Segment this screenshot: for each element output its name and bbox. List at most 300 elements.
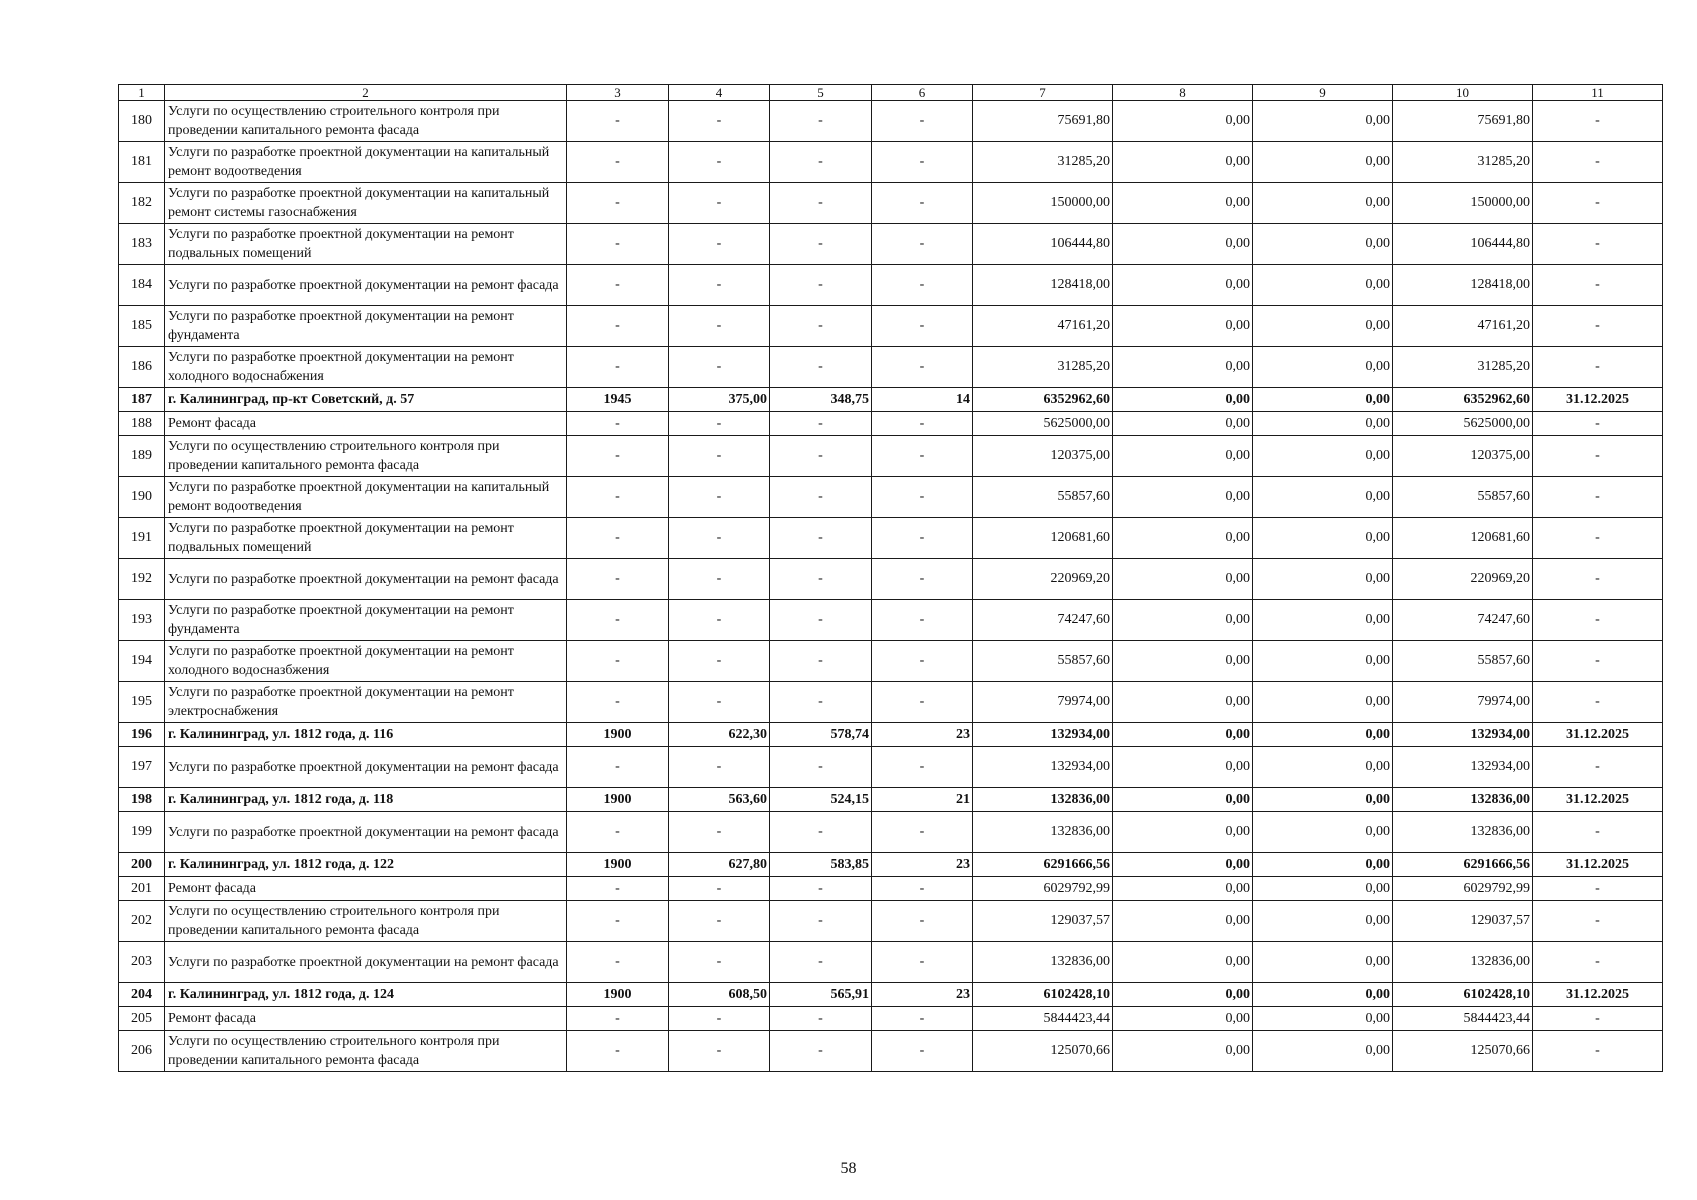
amount-cell: 55857,60 xyxy=(1393,641,1533,682)
description-cell: г. Калининград, ул. 1812 года, д. 118 xyxy=(165,788,567,812)
description-cell: Услуги по разработке проектной документации на капитальный ремонт системы газоснабжения xyxy=(165,183,567,224)
amount-cell: 132934,00 xyxy=(973,723,1113,747)
completion-date-cell: - xyxy=(1533,306,1663,347)
amount-cell: 132836,00 xyxy=(1393,788,1533,812)
completion-date-cell: 31.12.2025 xyxy=(1533,853,1663,877)
amount-cell: 0,00 xyxy=(1113,347,1253,388)
table-row xyxy=(119,412,1663,436)
amount-cell: 0,00 xyxy=(1253,812,1393,853)
amount-cell: 0,00 xyxy=(1113,1007,1253,1031)
amount-cell: 0,00 xyxy=(1253,747,1393,788)
completion-date-cell: - xyxy=(1533,101,1663,142)
column-header: 8 xyxy=(1113,85,1253,101)
table-row xyxy=(119,747,1663,788)
building-param-cell: 1900 xyxy=(567,983,669,1007)
table-row xyxy=(119,901,1663,942)
building-param-cell: 21 xyxy=(872,788,973,812)
amount-cell: 5844423,44 xyxy=(973,1007,1113,1031)
row-number-cell: 204 xyxy=(119,983,165,1007)
row-number-cell: 184 xyxy=(119,265,165,306)
building-param-cell: - xyxy=(770,224,872,265)
building-param-cell: - xyxy=(770,600,872,641)
amount-cell: 129037,57 xyxy=(973,901,1113,942)
column-header: 3 xyxy=(567,85,669,101)
row-number-cell: 180 xyxy=(119,101,165,142)
column-header: 9 xyxy=(1253,85,1393,101)
building-param-cell: - xyxy=(770,412,872,436)
amount-cell: 0,00 xyxy=(1253,682,1393,723)
amount-cell: 6291666,56 xyxy=(973,853,1113,877)
table-row xyxy=(119,1007,1663,1031)
amount-cell: 125070,66 xyxy=(1393,1031,1533,1072)
row-number-cell: 189 xyxy=(119,436,165,477)
description-cell: Услуги по разработке проектной документации на ремонт электроснабжения xyxy=(165,682,567,723)
amount-cell: 0,00 xyxy=(1253,641,1393,682)
table-row-address xyxy=(119,388,1663,412)
column-header: 6 xyxy=(872,85,973,101)
building-param-cell: 348,75 xyxy=(770,388,872,412)
building-param-cell: - xyxy=(567,412,669,436)
amount-cell: 0,00 xyxy=(1113,942,1253,983)
amount-cell: 0,00 xyxy=(1253,788,1393,812)
amount-cell: 0,00 xyxy=(1113,1031,1253,1072)
building-param-cell: - xyxy=(770,812,872,853)
row-number-cell: 181 xyxy=(119,142,165,183)
table-row xyxy=(119,682,1663,723)
building-param-cell: 578,74 xyxy=(770,723,872,747)
building-param-cell: - xyxy=(872,518,973,559)
description-cell: Услуги по разработке проектной документации на ремонт фасада xyxy=(165,812,567,853)
amount-cell: 106444,80 xyxy=(1393,224,1533,265)
table-row xyxy=(119,518,1663,559)
building-param-cell: - xyxy=(770,101,872,142)
building-param-cell: - xyxy=(872,412,973,436)
completion-date-cell: - xyxy=(1533,347,1663,388)
amount-cell: 120681,60 xyxy=(1393,518,1533,559)
amount-cell: 31285,20 xyxy=(1393,142,1533,183)
building-param-cell: - xyxy=(567,641,669,682)
building-param-cell: - xyxy=(770,682,872,723)
description-cell: Услуги по разработке проектной документации на капитальный ремонт водоотведения xyxy=(165,142,567,183)
building-param-cell: - xyxy=(567,747,669,788)
amount-cell: 0,00 xyxy=(1113,101,1253,142)
building-param-cell: - xyxy=(669,142,770,183)
amount-cell: 0,00 xyxy=(1113,682,1253,723)
column-header: 4 xyxy=(669,85,770,101)
table-row xyxy=(119,347,1663,388)
building-param-cell: - xyxy=(669,224,770,265)
amount-cell: 5625000,00 xyxy=(1393,412,1533,436)
table-row xyxy=(119,101,1663,142)
building-param-cell: - xyxy=(669,101,770,142)
amount-cell: 0,00 xyxy=(1113,477,1253,518)
building-param-cell: 1900 xyxy=(567,788,669,812)
amount-cell: 0,00 xyxy=(1113,306,1253,347)
amount-cell: 0,00 xyxy=(1113,812,1253,853)
building-param-cell: - xyxy=(770,877,872,901)
description-cell: Услуги по разработке проектной документации на ремонт фундамента xyxy=(165,600,567,641)
completion-date-cell: - xyxy=(1533,682,1663,723)
amount-cell: 220969,20 xyxy=(1393,559,1533,600)
table-row xyxy=(119,600,1663,641)
building-param-cell: - xyxy=(872,436,973,477)
amount-cell: 6102428,10 xyxy=(973,983,1113,1007)
amount-cell: 0,00 xyxy=(1253,388,1393,412)
completion-date-cell: - xyxy=(1533,600,1663,641)
amount-cell: 150000,00 xyxy=(973,183,1113,224)
amount-cell: 31285,20 xyxy=(1393,347,1533,388)
completion-date-cell: - xyxy=(1533,641,1663,682)
building-param-cell: - xyxy=(567,183,669,224)
building-param-cell: - xyxy=(872,183,973,224)
description-cell: Услуги по разработке проектной документации на ремонт фундамента xyxy=(165,306,567,347)
amount-cell: 0,00 xyxy=(1113,412,1253,436)
row-number-cell: 192 xyxy=(119,559,165,600)
completion-date-cell: 31.12.2025 xyxy=(1533,388,1663,412)
building-param-cell: 524,15 xyxy=(770,788,872,812)
amount-cell: 0,00 xyxy=(1253,600,1393,641)
building-param-cell: - xyxy=(567,101,669,142)
building-param-cell: 1900 xyxy=(567,723,669,747)
description-cell: г. Калининград, пр-кт Советский, д. 57 xyxy=(165,388,567,412)
table-row xyxy=(119,559,1663,600)
completion-date-cell: - xyxy=(1533,812,1663,853)
amount-cell: 0,00 xyxy=(1113,600,1253,641)
building-param-cell: - xyxy=(567,224,669,265)
completion-date-cell: - xyxy=(1533,747,1663,788)
description-cell: Ремонт фасада xyxy=(165,877,567,901)
building-param-cell: - xyxy=(669,812,770,853)
description-cell: Услуги по разработке проектной документации на ремонт холодного водосназбжения xyxy=(165,641,567,682)
building-param-cell: - xyxy=(669,559,770,600)
building-param-cell: - xyxy=(567,142,669,183)
completion-date-cell: - xyxy=(1533,1031,1663,1072)
amount-cell: 0,00 xyxy=(1253,877,1393,901)
building-param-cell: - xyxy=(770,942,872,983)
building-param-cell: - xyxy=(770,1007,872,1031)
amount-cell: 0,00 xyxy=(1113,747,1253,788)
amount-cell: 0,00 xyxy=(1113,853,1253,877)
amount-cell: 31285,20 xyxy=(973,142,1113,183)
table-row-address xyxy=(119,853,1663,877)
building-param-cell: - xyxy=(770,265,872,306)
building-param-cell: - xyxy=(567,559,669,600)
building-param-cell: - xyxy=(567,347,669,388)
building-param-cell: - xyxy=(567,518,669,559)
amount-cell: 0,00 xyxy=(1113,388,1253,412)
amount-cell: 120375,00 xyxy=(1393,436,1533,477)
building-param-cell: - xyxy=(872,747,973,788)
table-row xyxy=(119,142,1663,183)
amount-cell: 0,00 xyxy=(1253,1031,1393,1072)
amount-cell: 0,00 xyxy=(1253,983,1393,1007)
amount-cell: 0,00 xyxy=(1113,183,1253,224)
building-param-cell: - xyxy=(872,901,973,942)
amount-cell: 0,00 xyxy=(1113,901,1253,942)
description-cell: Услуги по разработке проектной документации на ремонт фасада xyxy=(165,265,567,306)
building-param-cell: - xyxy=(567,265,669,306)
description-cell: Ремонт фасада xyxy=(165,1007,567,1031)
building-param-cell: - xyxy=(872,942,973,983)
building-param-cell: - xyxy=(770,183,872,224)
row-number-cell: 203 xyxy=(119,942,165,983)
amount-cell: 0,00 xyxy=(1113,877,1253,901)
row-number-cell: 201 xyxy=(119,877,165,901)
amount-cell: 128418,00 xyxy=(1393,265,1533,306)
amount-cell: 120681,60 xyxy=(973,518,1113,559)
amount-cell: 0,00 xyxy=(1253,412,1393,436)
row-number-cell: 185 xyxy=(119,306,165,347)
amount-cell: 0,00 xyxy=(1113,983,1253,1007)
amount-cell: 55857,60 xyxy=(973,477,1113,518)
description-cell: г. Калининград, ул. 1812 года, д. 116 xyxy=(165,723,567,747)
table-row xyxy=(119,224,1663,265)
table-row-address xyxy=(119,788,1663,812)
page-number: 58 xyxy=(840,1160,857,1177)
row-number-cell: 197 xyxy=(119,747,165,788)
description-cell: Услуги по разработке проектной документации на ремонт фасада xyxy=(165,747,567,788)
column-header: 1 xyxy=(119,85,165,101)
column-number-row xyxy=(119,85,1663,101)
building-param-cell: 1945 xyxy=(567,388,669,412)
building-param-cell: - xyxy=(872,224,973,265)
building-param-cell: 627,80 xyxy=(669,853,770,877)
amount-cell: 0,00 xyxy=(1253,477,1393,518)
completion-date-cell: 31.12.2025 xyxy=(1533,983,1663,1007)
amount-cell: 0,00 xyxy=(1113,224,1253,265)
building-param-cell: - xyxy=(669,436,770,477)
row-number-cell: 200 xyxy=(119,853,165,877)
building-param-cell: - xyxy=(669,412,770,436)
amount-cell: 0,00 xyxy=(1253,142,1393,183)
amount-cell: 106444,80 xyxy=(973,224,1113,265)
building-param-cell: - xyxy=(872,641,973,682)
building-param-cell: - xyxy=(669,306,770,347)
building-param-cell: - xyxy=(669,265,770,306)
building-param-cell: 23 xyxy=(872,723,973,747)
row-number-cell: 191 xyxy=(119,518,165,559)
column-header: 11 xyxy=(1533,85,1663,101)
building-param-cell: - xyxy=(872,306,973,347)
amount-cell: 6352962,60 xyxy=(973,388,1113,412)
row-number-cell: 190 xyxy=(119,477,165,518)
amount-cell: 132934,00 xyxy=(1393,723,1533,747)
building-param-cell: 565,91 xyxy=(770,983,872,1007)
building-param-cell: - xyxy=(567,306,669,347)
row-number-cell: 205 xyxy=(119,1007,165,1031)
document-sheet xyxy=(118,84,1662,1072)
amount-cell: 0,00 xyxy=(1113,723,1253,747)
amount-cell: 132934,00 xyxy=(1393,747,1533,788)
row-number-cell: 183 xyxy=(119,224,165,265)
column-header: 7 xyxy=(973,85,1113,101)
description-cell: Услуги по разработке проектной документации на ремонт холодного водоснабжения xyxy=(165,347,567,388)
building-param-cell: - xyxy=(669,183,770,224)
table-row xyxy=(119,436,1663,477)
amount-cell: 0,00 xyxy=(1253,436,1393,477)
amount-cell: 0,00 xyxy=(1253,1007,1393,1031)
description-cell: Услуги по разработке проектной документации на капитальный ремонт водоотведения xyxy=(165,477,567,518)
amount-cell: 0,00 xyxy=(1113,559,1253,600)
amount-cell: 0,00 xyxy=(1113,788,1253,812)
amount-cell: 5844423,44 xyxy=(1393,1007,1533,1031)
amount-cell: 6029792,99 xyxy=(1393,877,1533,901)
description-cell: Услуги по разработке проектной документации на ремонт подвальных помещений xyxy=(165,518,567,559)
amount-cell: 31285,20 xyxy=(973,347,1113,388)
amount-cell: 0,00 xyxy=(1253,518,1393,559)
completion-date-cell: - xyxy=(1533,224,1663,265)
building-param-cell: - xyxy=(872,812,973,853)
building-param-cell: - xyxy=(770,347,872,388)
amount-cell: 0,00 xyxy=(1113,518,1253,559)
table-row xyxy=(119,942,1663,983)
building-param-cell: - xyxy=(872,877,973,901)
completion-date-cell: - xyxy=(1533,142,1663,183)
amount-cell: 0,00 xyxy=(1113,265,1253,306)
description-cell: Услуги по разработке проектной документации на ремонт фасада xyxy=(165,559,567,600)
building-param-cell: - xyxy=(770,641,872,682)
amount-cell: 0,00 xyxy=(1253,853,1393,877)
completion-date-cell: - xyxy=(1533,942,1663,983)
amount-cell: 55857,60 xyxy=(1393,477,1533,518)
building-param-cell: - xyxy=(567,942,669,983)
amount-cell: 129037,57 xyxy=(1393,901,1533,942)
building-param-cell: - xyxy=(770,559,872,600)
amount-cell: 0,00 xyxy=(1113,641,1253,682)
building-param-cell: - xyxy=(567,1031,669,1072)
column-header: 10 xyxy=(1393,85,1533,101)
amount-cell: 6352962,60 xyxy=(1393,388,1533,412)
description-cell: Услуги по осуществлению строительного контроля при проведении капитального ремонта фасада xyxy=(165,436,567,477)
building-param-cell: - xyxy=(770,1031,872,1072)
completion-date-cell: - xyxy=(1533,518,1663,559)
building-param-cell: - xyxy=(872,101,973,142)
amount-cell: 74247,60 xyxy=(1393,600,1533,641)
building-param-cell: 1900 xyxy=(567,853,669,877)
completion-date-cell: - xyxy=(1533,1007,1663,1031)
building-param-cell: - xyxy=(567,477,669,518)
building-param-cell: - xyxy=(669,901,770,942)
amount-cell: 55857,60 xyxy=(973,641,1113,682)
row-number-cell: 188 xyxy=(119,412,165,436)
building-param-cell: - xyxy=(770,518,872,559)
row-number-cell: 194 xyxy=(119,641,165,682)
building-param-cell: - xyxy=(872,477,973,518)
amount-cell: 0,00 xyxy=(1253,723,1393,747)
building-param-cell: - xyxy=(567,812,669,853)
completion-date-cell: - xyxy=(1533,559,1663,600)
row-number-cell: 186 xyxy=(119,347,165,388)
building-param-cell: - xyxy=(872,1007,973,1031)
building-param-cell: - xyxy=(872,682,973,723)
completion-date-cell: - xyxy=(1533,183,1663,224)
description-cell: Услуги по разработке проектной документации на ремонт фасада xyxy=(165,942,567,983)
building-param-cell: 583,85 xyxy=(770,853,872,877)
building-param-cell: 23 xyxy=(872,853,973,877)
building-param-cell: - xyxy=(770,477,872,518)
description-cell: г. Калининград, ул. 1812 года, д. 124 xyxy=(165,983,567,1007)
building-param-cell: - xyxy=(567,901,669,942)
amount-cell: 132836,00 xyxy=(973,812,1113,853)
row-number-cell: 202 xyxy=(119,901,165,942)
amount-cell: 6029792,99 xyxy=(973,877,1113,901)
amount-cell: 5625000,00 xyxy=(973,412,1113,436)
building-param-cell: - xyxy=(567,682,669,723)
building-param-cell: 622,30 xyxy=(669,723,770,747)
building-param-cell: 14 xyxy=(872,388,973,412)
row-number-cell: 182 xyxy=(119,183,165,224)
table-row xyxy=(119,265,1663,306)
completion-date-cell: - xyxy=(1533,901,1663,942)
description-cell: Услуги по осуществлению строительного контроля при проведении капитального ремонта фасада xyxy=(165,101,567,142)
table-row-address xyxy=(119,723,1663,747)
building-param-cell: - xyxy=(669,1031,770,1072)
row-number-cell: 206 xyxy=(119,1031,165,1072)
completion-date-cell: - xyxy=(1533,436,1663,477)
amount-cell: 0,00 xyxy=(1253,101,1393,142)
building-param-cell: 375,00 xyxy=(669,388,770,412)
building-param-cell: - xyxy=(872,142,973,183)
building-param-cell: - xyxy=(669,347,770,388)
building-param-cell: - xyxy=(669,942,770,983)
amount-cell: 125070,66 xyxy=(973,1031,1113,1072)
building-param-cell: - xyxy=(872,559,973,600)
building-param-cell: - xyxy=(567,877,669,901)
completion-date-cell: - xyxy=(1533,877,1663,901)
amount-cell: 132836,00 xyxy=(973,942,1113,983)
description-cell: г. Калининград, ул. 1812 года, д. 122 xyxy=(165,853,567,877)
completion-date-cell: - xyxy=(1533,477,1663,518)
table-row xyxy=(119,877,1663,901)
building-param-cell: - xyxy=(669,747,770,788)
amount-cell: 0,00 xyxy=(1253,559,1393,600)
row-number-cell: 199 xyxy=(119,812,165,853)
amount-cell: 132836,00 xyxy=(1393,942,1533,983)
amount-cell: 128418,00 xyxy=(973,265,1113,306)
amount-cell: 47161,20 xyxy=(973,306,1113,347)
amount-cell: 220969,20 xyxy=(973,559,1113,600)
completion-date-cell: 31.12.2025 xyxy=(1533,723,1663,747)
amount-cell: 132836,00 xyxy=(973,788,1113,812)
amount-cell: 0,00 xyxy=(1253,224,1393,265)
amount-cell: 47161,20 xyxy=(1393,306,1533,347)
building-param-cell: - xyxy=(770,142,872,183)
amount-cell: 6102428,10 xyxy=(1393,983,1533,1007)
table-row xyxy=(119,641,1663,682)
table-row-address xyxy=(119,983,1663,1007)
amount-cell: 0,00 xyxy=(1253,265,1393,306)
amount-cell: 132934,00 xyxy=(973,747,1113,788)
description-cell: Услуги по осуществлению строительного контроля при проведении капитального ремонта фасада xyxy=(165,1031,567,1072)
building-param-cell: 23 xyxy=(872,983,973,1007)
building-param-cell: - xyxy=(669,518,770,559)
amount-cell: 0,00 xyxy=(1253,183,1393,224)
row-number-cell: 196 xyxy=(119,723,165,747)
amount-cell: 120375,00 xyxy=(973,436,1113,477)
building-param-cell: - xyxy=(770,747,872,788)
building-param-cell: - xyxy=(669,682,770,723)
description-cell: Услуги по разработке проектной документации на ремонт подвальных помещений xyxy=(165,224,567,265)
building-param-cell: - xyxy=(770,306,872,347)
building-param-cell: - xyxy=(669,477,770,518)
building-param-cell: - xyxy=(872,347,973,388)
building-param-cell: - xyxy=(770,901,872,942)
description-cell: Услуги по осуществлению строительного контроля при проведении капитального ремонта фасада xyxy=(165,901,567,942)
building-param-cell: - xyxy=(669,641,770,682)
amount-cell: 0,00 xyxy=(1253,306,1393,347)
building-param-cell: - xyxy=(567,1007,669,1031)
repair-plan-table xyxy=(118,84,1663,1072)
